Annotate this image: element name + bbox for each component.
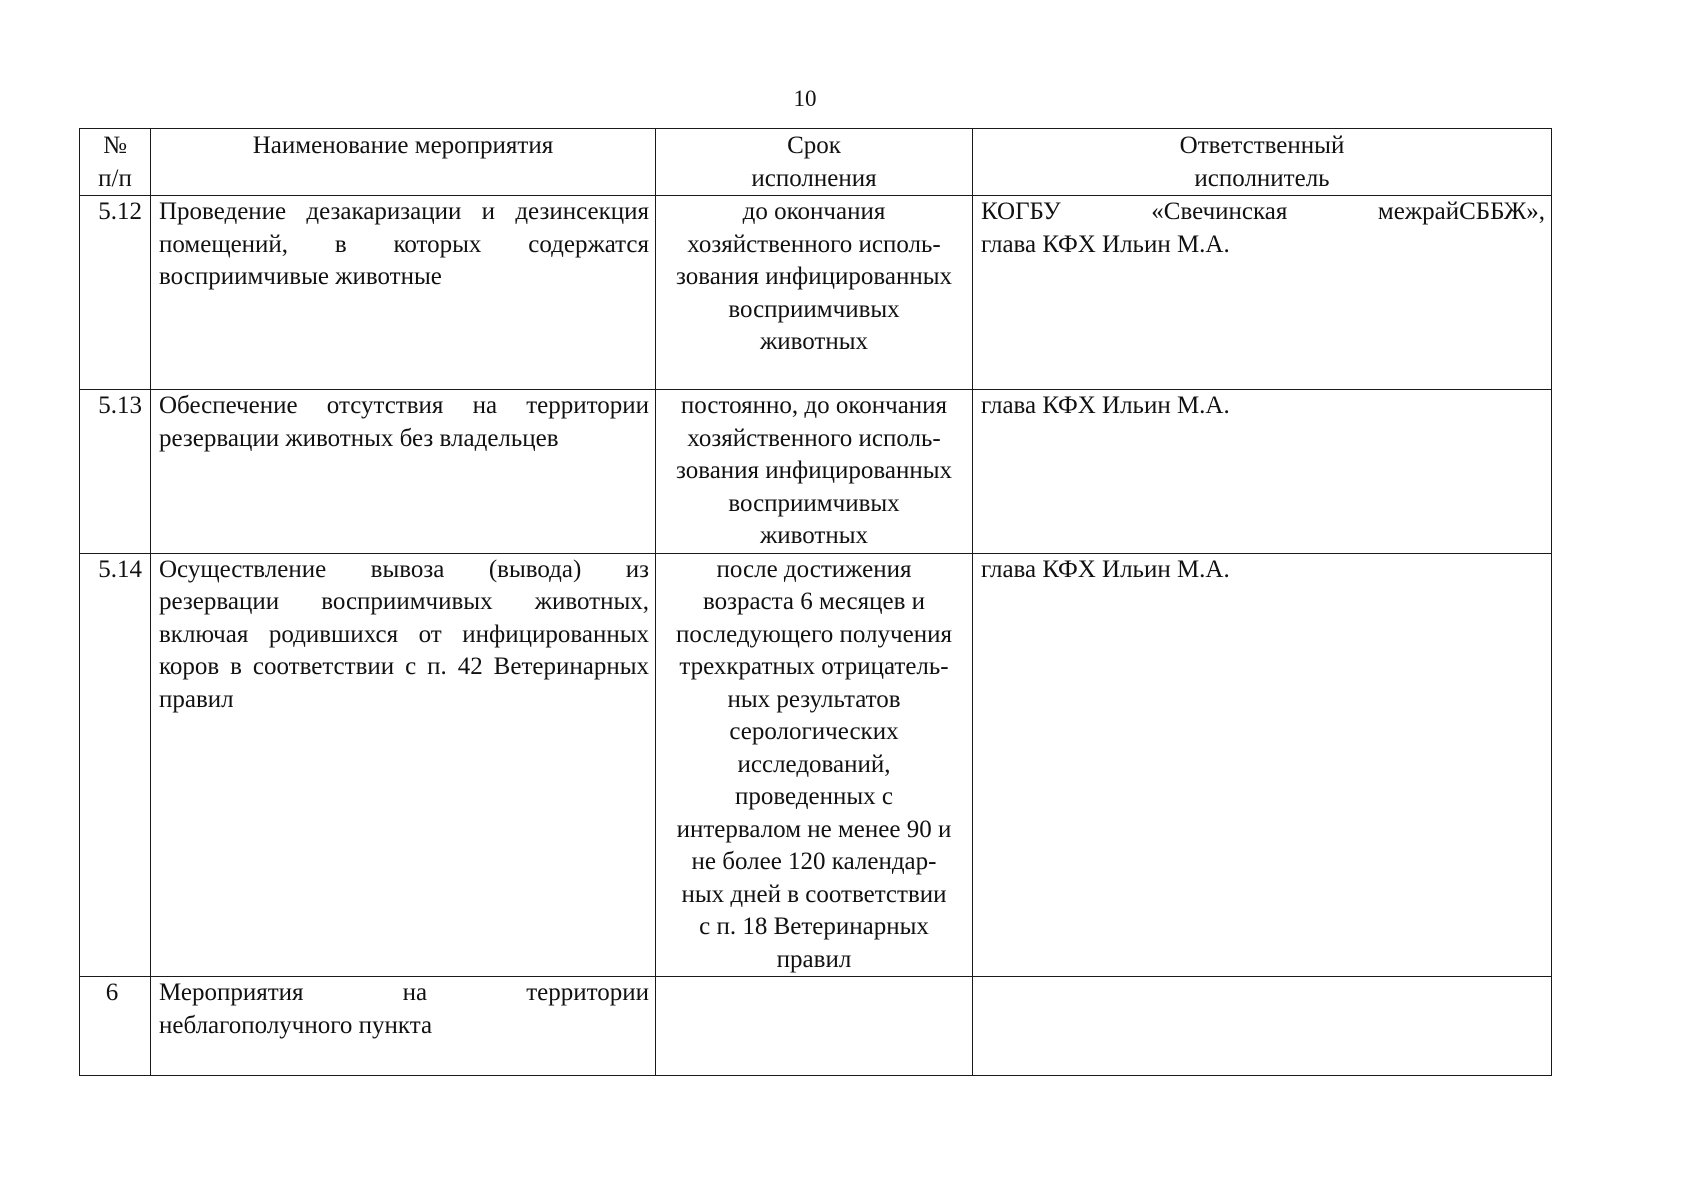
- header-term-line: исполнения: [751, 164, 877, 192]
- term-line: зования инфицированных: [675, 457, 953, 484]
- header-responsible-line: Ответственный: [1179, 132, 1345, 159]
- page-number: 10: [793, 86, 817, 111]
- row-term: [656, 553, 973, 977]
- term-line: хозяйственного исполь-: [687, 230, 941, 258]
- responsible-line: глава КФХ Ильин М.А.: [981, 555, 1230, 583]
- responsible-line: глава КФХ Ильин М.А.: [981, 392, 1230, 419]
- row-num: 5.13: [80, 390, 151, 554]
- header-term-line: Срок: [787, 132, 841, 159]
- table-row: [80, 390, 1552, 554]
- row-num: 5.12: [80, 196, 151, 390]
- header-num-line: п/п: [98, 164, 132, 192]
- term-line: после достижения: [716, 555, 912, 583]
- header-num-line: №: [103, 132, 127, 159]
- row-responsible: [973, 553, 1552, 977]
- row-name: Осуществление вывоза (вывода) из резервации восприимчивых животных, включая родившихся от инфицированных коров в соответствии с п. 42 Ветеринарных правил: [151, 553, 656, 977]
- row-responsible: [973, 977, 1552, 1076]
- table-header-row: [80, 129, 1552, 196]
- term-line: правил: [776, 945, 852, 973]
- term-line: не более 120 календар-: [691, 848, 937, 875]
- header-responsible-line: исполнитель: [1194, 164, 1330, 192]
- term-line: с п. 18 Ветеринарных: [699, 913, 929, 940]
- term-line: до окончания: [742, 198, 886, 225]
- term-line: зования инфицированных: [675, 263, 953, 290]
- row-responsible: [973, 390, 1552, 554]
- table-row: [80, 553, 1552, 977]
- row-name: Обеспечение отсутствия на территории резервации животных без владельцев: [151, 390, 656, 554]
- term-line: проведенных с: [734, 783, 894, 810]
- row-name: Мероприятия на территории неблагополучного пункта: [151, 977, 656, 1076]
- row-num: 5.14: [80, 553, 151, 977]
- term-line: животных: [759, 522, 869, 549]
- measures-table: [79, 128, 1552, 1076]
- header-num: [80, 129, 151, 196]
- term-line: ных результатов серологических: [727, 685, 901, 745]
- header-name-line: Наименование мероприятия: [252, 132, 554, 159]
- table-row: [80, 196, 1552, 390]
- term-line: последующего получения: [676, 620, 952, 648]
- term-line: ных дней в соответствии: [681, 880, 947, 908]
- term-line: интервалом не менее 90 и: [676, 815, 952, 843]
- term-line: трехкратных отрицатель-: [679, 653, 949, 680]
- header-responsible: [973, 129, 1552, 196]
- term-line: животных: [759, 328, 869, 355]
- row-num: 6: [80, 977, 151, 1076]
- term-line: восприимчивых: [728, 489, 900, 517]
- row-term: [656, 977, 973, 1076]
- header-name: [151, 129, 656, 196]
- term-line: возраста 6 месяцев и: [702, 588, 926, 615]
- table-row: [80, 977, 1552, 1076]
- term-line: постоянно, до окончания: [680, 392, 948, 419]
- row-responsible: [973, 196, 1552, 390]
- term-line: восприимчивых: [728, 295, 900, 323]
- term-line: хозяйственного исполь-: [687, 424, 941, 452]
- row-name: Проведение дезакаризации и дезинсекция помещений, в которых содержатся восприимчивые животные: [151, 196, 656, 390]
- row-term: [656, 196, 973, 390]
- responsible-line: глава КФХ Ильин М.А.: [981, 230, 1230, 258]
- term-line: исследований,: [737, 750, 891, 778]
- row-term: [656, 390, 973, 554]
- responsible-line: КОГБУ «Свечинская межрайСББЖ»,: [981, 198, 1545, 225]
- header-term: [656, 129, 973, 196]
